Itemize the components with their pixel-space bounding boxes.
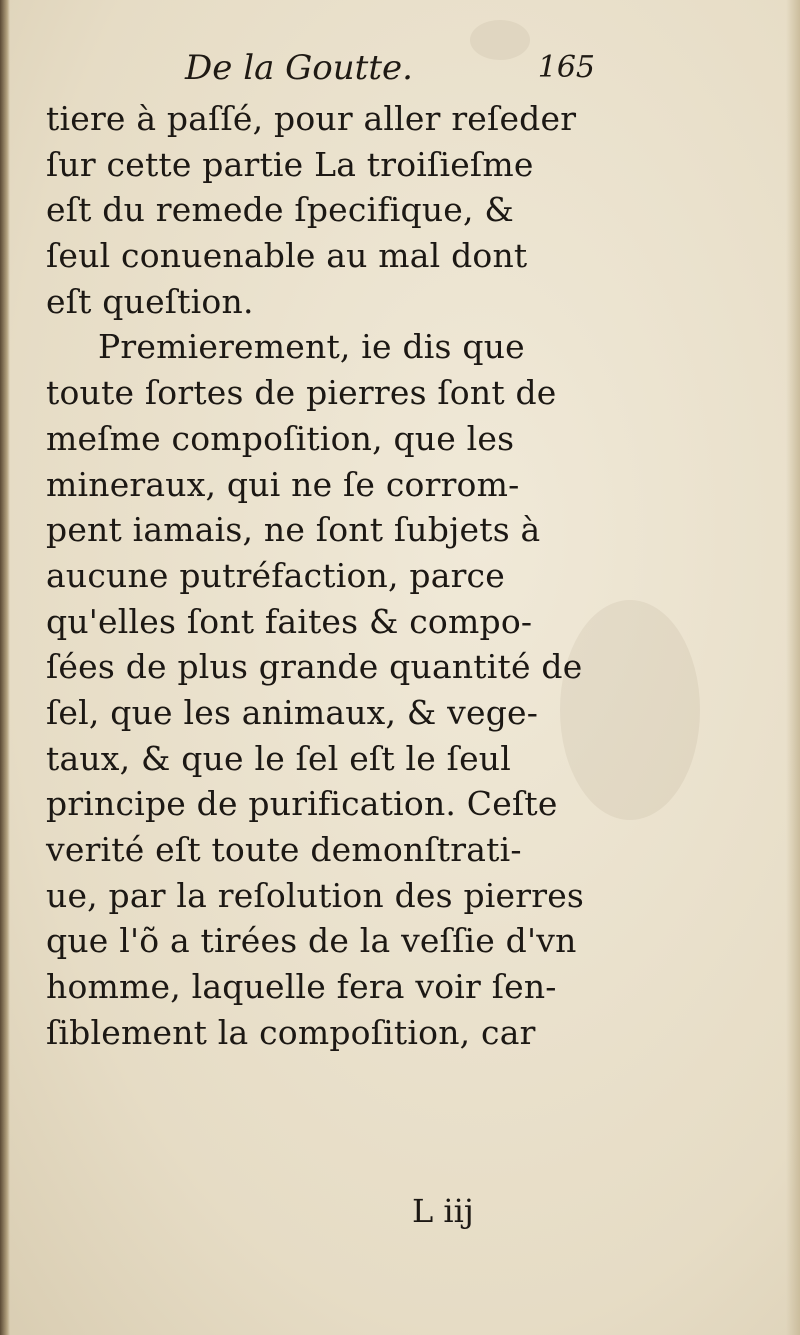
text-line: meſme compoſition, que les — [46, 418, 515, 458]
text-line: ſur cette partie La troiſieſme — [46, 144, 534, 184]
text-line: ſées de plus grande quantité de — [46, 647, 583, 687]
text-line: ſeul conuenable au mal dont — [46, 236, 528, 276]
text-line: taux, & que le ſel eſt le ſeul — [46, 738, 512, 778]
page-edge — [786, 0, 800, 1335]
text-line: principe de purification. Ceſte — [46, 784, 558, 824]
text-line: mineraux, qui ne ſe corrom- — [46, 464, 520, 504]
text-line: ſiblement la compoſition, car — [46, 1012, 536, 1052]
signature-mark: L iij — [412, 1192, 474, 1230]
binding-gutter — [0, 0, 10, 1335]
text-line: pent iamais, ne ſont ſubjets à — [46, 510, 541, 550]
text-line: qu'elles ſont faites & compo- — [46, 601, 533, 641]
running-head — [185, 48, 595, 92]
text-line: verité eſt toute demonſtrati- — [46, 830, 522, 869]
text-line: aucune putréfaction, parce — [46, 555, 505, 595]
page-number: 165 — [537, 50, 595, 85]
body-text — [46, 96, 596, 1055]
text-line: eſt du remede ſpecifique, & — [46, 190, 514, 230]
text-line: eſt queſtion. — [46, 281, 254, 321]
text-line: homme, laquelle fera voir ſen- — [46, 967, 557, 1007]
text-line: ſel, que les animaux, & vege- — [46, 692, 539, 732]
text-line: toute ſortes de pierres ſont de — [46, 373, 557, 413]
running-title: De la Goutte. — [185, 48, 413, 88]
text-line: que l'õ a tirées de la veſſie d'vn — [46, 921, 577, 961]
text-line: tiere à paſſé, pour aller reſeder — [46, 99, 577, 138]
text-line: ue, par la reſolution des pierres — [46, 875, 585, 915]
paragraph-first-line: Premierement, ie dis que — [98, 327, 525, 367]
